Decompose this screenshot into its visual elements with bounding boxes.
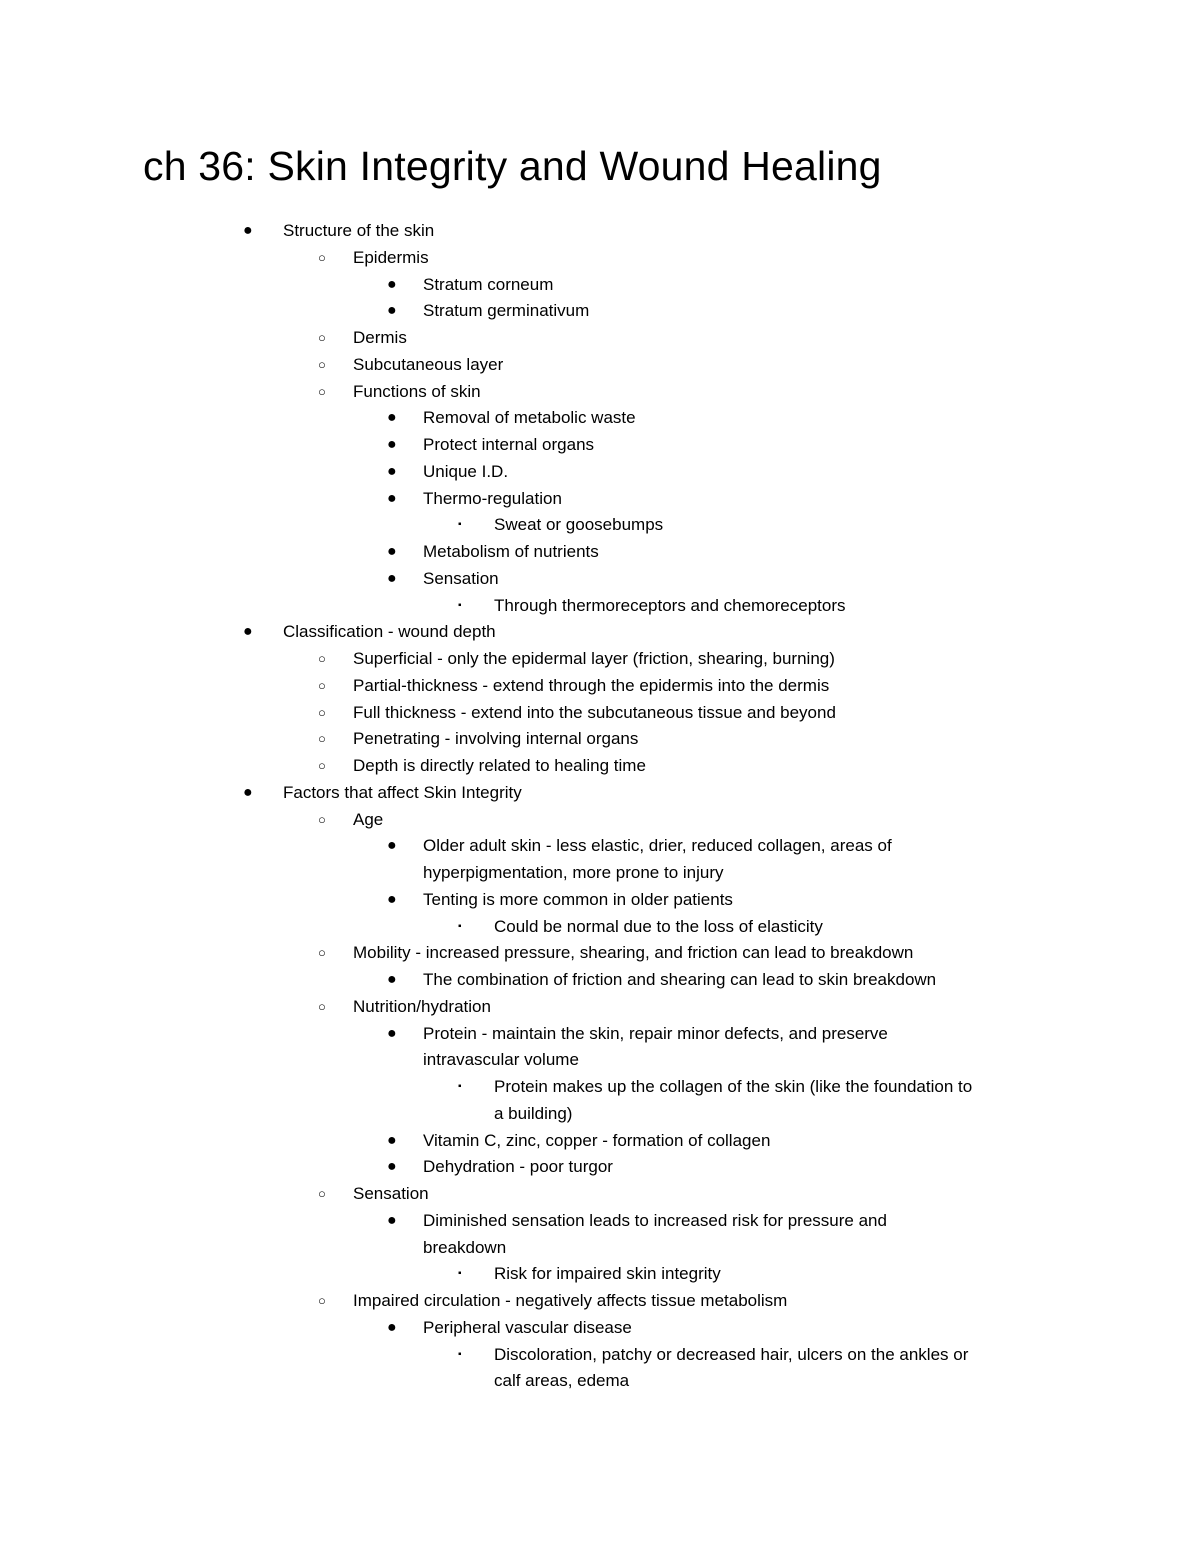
list-item bbox=[0, 566, 1200, 592]
list-item-text: Sweat or goosebumps bbox=[494, 515, 664, 534]
list-item bbox=[0, 1128, 1200, 1154]
bullet-disc-icon: ● bbox=[387, 1132, 397, 1149]
list-item bbox=[0, 539, 1200, 565]
list-item-text: Tenting is more common in older patients bbox=[423, 890, 733, 909]
list-item-text: Removal of metabolic waste bbox=[423, 408, 636, 427]
list-item bbox=[0, 646, 1200, 672]
bullet-square-icon: ▪ bbox=[458, 600, 462, 611]
list-item bbox=[0, 1047, 1200, 1073]
list-item-text: Sensation bbox=[423, 569, 499, 588]
list-item bbox=[0, 298, 1200, 324]
bullet-circle-icon: ○ bbox=[318, 651, 326, 666]
bullet-disc-icon: ● bbox=[387, 1158, 397, 1175]
list-item-text: Age bbox=[353, 810, 384, 829]
list-item bbox=[0, 272, 1200, 298]
bullet-circle-icon: ○ bbox=[318, 250, 326, 265]
list-item bbox=[0, 914, 1200, 940]
list-item-text: Through thermoreceptors and chemoreceptors bbox=[494, 596, 846, 615]
list-item-text: a building) bbox=[494, 1104, 573, 1123]
bullet-square-icon: ▪ bbox=[458, 519, 462, 530]
list-item-text: Nutrition/hydration bbox=[353, 997, 491, 1016]
list-item bbox=[0, 967, 1200, 993]
list-item bbox=[0, 459, 1200, 485]
list-item-text: Functions of skin bbox=[353, 382, 481, 401]
bullet-disc-icon: ● bbox=[243, 222, 253, 239]
list-item bbox=[0, 245, 1200, 271]
bullet-disc-icon: ● bbox=[387, 409, 397, 426]
list-item-text: calf areas, edema bbox=[494, 1371, 630, 1390]
list-item bbox=[0, 1315, 1200, 1341]
list-item-text: Classification - wound depth bbox=[283, 622, 496, 641]
list-item bbox=[0, 807, 1200, 833]
bullet-disc-icon: ● bbox=[387, 1025, 397, 1042]
bullet-circle-icon: ○ bbox=[318, 384, 326, 399]
list-item-text: Discoloration, patchy or decreased hair, ulcers on the ankles or bbox=[494, 1345, 969, 1364]
bullet-disc-icon: ● bbox=[387, 570, 397, 587]
list-item-text: Mobility - increased pressure, shearing, and friction can lead to breakdown bbox=[353, 943, 914, 962]
bullet-circle-icon: ○ bbox=[318, 999, 326, 1014]
list-item bbox=[0, 887, 1200, 913]
bullet-disc-icon: ● bbox=[243, 784, 253, 801]
list-item-text: Metabolism of nutrients bbox=[423, 542, 599, 561]
list-item bbox=[0, 405, 1200, 431]
list-item-text: Older adult skin - less elastic, drier, reduced collagen, areas of bbox=[423, 836, 892, 855]
list-item-text: Superficial - only the epidermal layer (friction, shearing, burning) bbox=[353, 649, 835, 668]
list-item-text: intravascular volume bbox=[423, 1050, 579, 1069]
list-item-text: Dehydration - poor turgor bbox=[423, 1157, 613, 1176]
list-item-text: Thermo-regulation bbox=[423, 489, 562, 508]
list-item-text: Risk for impaired skin integrity bbox=[494, 1264, 721, 1283]
list-item-text: Factors that affect Skin Integrity bbox=[283, 783, 522, 802]
list-item bbox=[0, 1235, 1200, 1261]
list-item bbox=[0, 619, 1200, 645]
list-item-text: The combination of friction and shearing can lead to skin breakdown bbox=[423, 970, 937, 989]
list-item-text: hyperpigmentation, more prone to injury bbox=[423, 863, 724, 882]
bullet-circle-icon: ○ bbox=[318, 945, 326, 960]
bullet-circle-icon: ○ bbox=[318, 731, 326, 746]
list-item-text: Stratum germinativum bbox=[423, 301, 590, 320]
list-item-text: Diminished sensation leads to increased risk for pressure and bbox=[423, 1211, 887, 1230]
list-item bbox=[0, 994, 1200, 1020]
list-item bbox=[0, 1261, 1200, 1287]
list-item bbox=[0, 940, 1200, 966]
list-item bbox=[0, 780, 1200, 806]
list-item bbox=[0, 1181, 1200, 1207]
bullet-square-icon: ▪ bbox=[458, 1349, 462, 1360]
list-item bbox=[0, 1288, 1200, 1314]
page-title: ch 36: Skin Integrity and Wound Healing bbox=[143, 143, 882, 189]
bullet-circle-icon: ○ bbox=[318, 812, 326, 827]
list-item-text: Dermis bbox=[353, 328, 407, 347]
list-item-text: Depth is directly related to healing time bbox=[353, 756, 646, 775]
bullet-disc-icon: ● bbox=[387, 891, 397, 908]
list-item bbox=[0, 753, 1200, 779]
bullet-circle-icon: ○ bbox=[318, 678, 326, 693]
bullet-disc-icon: ● bbox=[387, 276, 397, 293]
list-item-text: Structure of the skin bbox=[283, 221, 435, 240]
list-item-text: Epidermis bbox=[353, 248, 429, 267]
list-item bbox=[0, 1021, 1200, 1047]
list-item-text: Protect internal organs bbox=[423, 435, 595, 454]
list-item-text: Sensation bbox=[353, 1184, 429, 1203]
list-item-text: Impaired circulation - negatively affects tissue metabolism bbox=[353, 1291, 788, 1310]
list-item bbox=[0, 673, 1200, 699]
list-item bbox=[0, 726, 1200, 752]
bullet-disc-icon: ● bbox=[387, 302, 397, 319]
bullet-circle-icon: ○ bbox=[318, 1186, 326, 1201]
list-item-text: Could be normal due to the loss of elasticity bbox=[494, 917, 823, 936]
list-item-text: Full thickness - extend into the subcutaneous tissue and beyond bbox=[353, 703, 836, 722]
list-item-text: Partial-thickness - extend through the epidermis into the dermis bbox=[353, 676, 830, 695]
list-item bbox=[0, 352, 1200, 378]
bullet-square-icon: ▪ bbox=[458, 1081, 462, 1092]
list-item bbox=[0, 432, 1200, 458]
list-item bbox=[0, 833, 1200, 859]
bullet-circle-icon: ○ bbox=[318, 330, 326, 345]
bullet-disc-icon: ● bbox=[387, 463, 397, 480]
list-item-text: Peripheral vascular disease bbox=[423, 1318, 632, 1337]
list-item-text: breakdown bbox=[423, 1238, 507, 1257]
list-item bbox=[0, 1208, 1200, 1234]
bullet-disc-icon: ● bbox=[243, 623, 253, 640]
bullet-disc-icon: ● bbox=[387, 1212, 397, 1229]
list-item bbox=[0, 218, 1200, 244]
list-item bbox=[0, 1074, 1200, 1100]
list-item bbox=[0, 1368, 1200, 1394]
bullet-disc-icon: ● bbox=[387, 1319, 397, 1336]
bullet-disc-icon: ● bbox=[387, 490, 397, 507]
list-item bbox=[0, 379, 1200, 405]
list-item-text: Vitamin C, zinc, copper - formation of collagen bbox=[423, 1131, 771, 1150]
bullet-circle-icon: ○ bbox=[318, 758, 326, 773]
list-item-text: Penetrating - involving internal organs bbox=[353, 729, 639, 748]
bullet-circle-icon: ○ bbox=[318, 357, 326, 372]
list-item bbox=[0, 860, 1200, 886]
list-item bbox=[0, 325, 1200, 351]
list-item bbox=[0, 700, 1200, 726]
list-item-text: Protein makes up the collagen of the skin (like the foundation to bbox=[494, 1077, 973, 1096]
bullet-circle-icon: ○ bbox=[318, 705, 326, 720]
list-item bbox=[0, 1101, 1200, 1127]
list-item-text: Unique I.D. bbox=[423, 462, 509, 481]
bullet-disc-icon: ● bbox=[387, 837, 397, 854]
bullet-disc-icon: ● bbox=[387, 436, 397, 453]
list-item bbox=[0, 512, 1200, 538]
bullet-disc-icon: ● bbox=[387, 971, 397, 988]
bullet-disc-icon: ● bbox=[387, 543, 397, 560]
list-item bbox=[0, 593, 1200, 619]
list-item bbox=[0, 486, 1200, 512]
list-item-text: Stratum corneum bbox=[423, 275, 554, 294]
bullet-circle-icon: ○ bbox=[318, 1293, 326, 1308]
bullet-square-icon: ▪ bbox=[458, 921, 462, 932]
list-item-text: Protein - maintain the skin, repair minor defects, and preserve bbox=[423, 1024, 888, 1043]
list-item-text: Subcutaneous layer bbox=[353, 355, 504, 374]
bullet-square-icon: ▪ bbox=[458, 1268, 462, 1279]
list-item bbox=[0, 1154, 1200, 1180]
list-item bbox=[0, 1342, 1200, 1368]
